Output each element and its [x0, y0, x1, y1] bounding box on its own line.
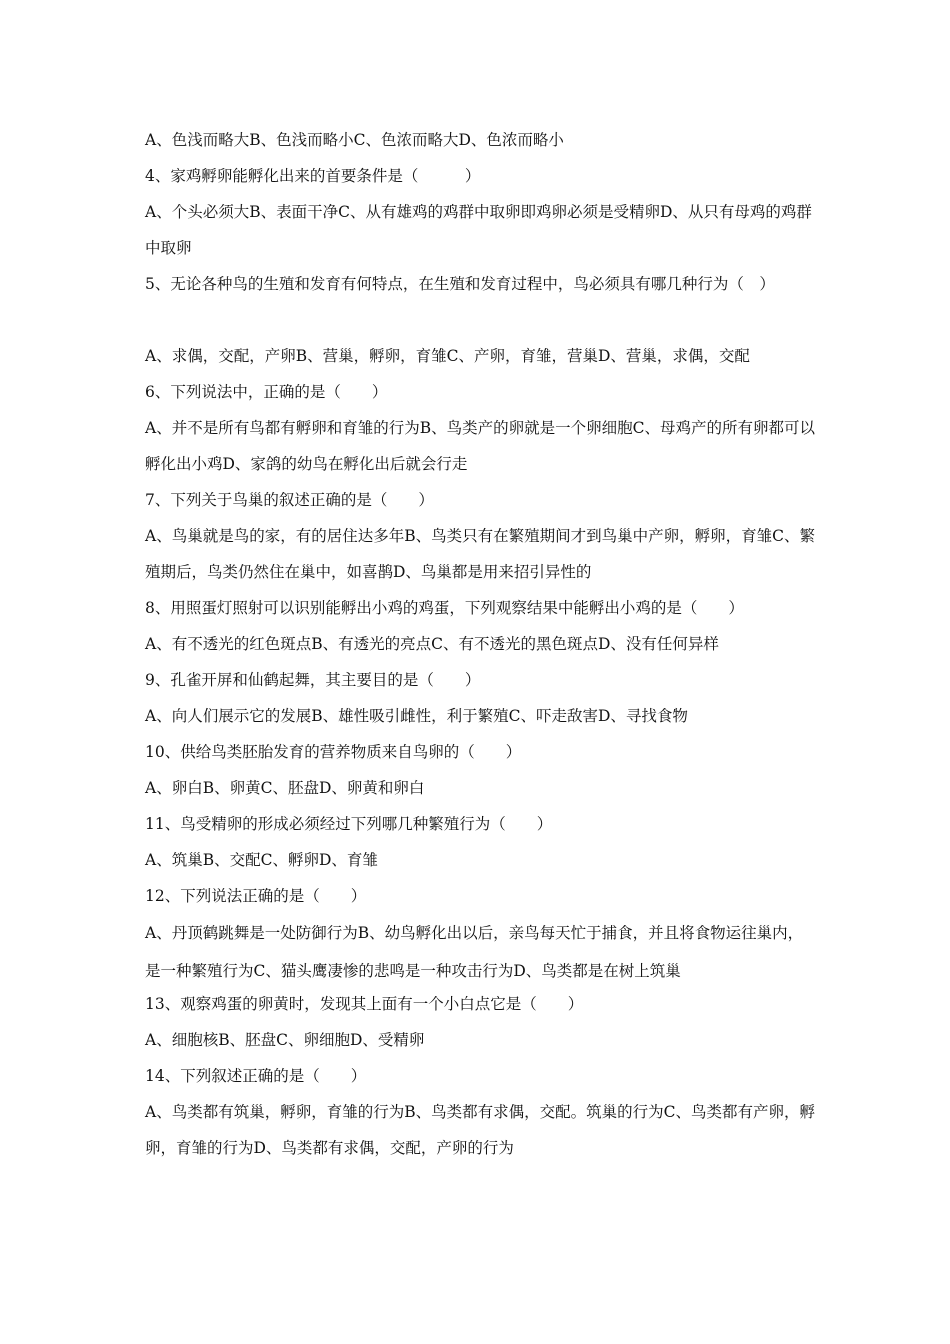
options-q13: A、细胞核B、胚盘C、卵细胞D、受精卵	[145, 1031, 425, 1049]
options-q6: A、并不是所有鸟都有孵卵和育雏的行为B、鸟类产的卵就是一个卵细胞C、母鸡产的所有卵都可以孵化出小鸡D、家鸽的幼鸟在孵化出后就会行走	[145, 419, 815, 473]
question-12: 12、下列说法正确的是（ ）	[145, 887, 367, 905]
question-7: 7、下列关于鸟巢的叙述正确的是（ ）	[145, 491, 434, 509]
options-q14: A、鸟类都有筑巢，孵卵，育雏的行为B、鸟类都有求偶，交配。筑巢的行为C、鸟类都有产卵，孵卵，育雏的行为D、鸟类都有求偶，交配，产卵的行为	[145, 1103, 815, 1157]
options-q7: A、鸟巢就是鸟的家，有的居住达多年B、鸟类只有在繁殖期间才到鸟巢中产卵，孵卵，育雏C、繁殖期后，鸟类仍然住在巢中，如喜鹊D、鸟巢都是用来招引异性的	[145, 527, 815, 581]
question-8: 8、用照蛋灯照射可以识别能孵出小鸡的鸡蛋，下列观察结果中能孵出小鸡的是（ ）	[145, 599, 744, 617]
question-13: 13、观察鸡蛋的卵黄时，发现其上面有一个小白点它是（ ）	[145, 995, 584, 1013]
options-q8: A、有不透光的红色斑点B、有透光的亮点C、有不透光的黑色斑点D、没有任何异样	[145, 635, 719, 653]
options-q9: A、向人们展示它的发展B、雄性吸引雌性，利于繁殖C、吓走敌害D、寻找食物	[145, 707, 688, 725]
question-4: 4、家鸡孵卵能孵化出来的首要条件是（ ）	[145, 167, 481, 185]
options-q4: A、个头必须大B、表面干净C、从有雄鸡的鸡群中取卵即鸡卵必须是受精卵D、从只有母鸡的鸡群中取卵	[145, 203, 812, 257]
options-q12: A、丹顶鹤跳舞是一处防御行为B、幼鸟孵化出以后，亲鸟每天忙于捕食，并且将食物运往巢内，是一种繁殖行为C、猫头鹰凄惨的悲鸣是一种攻击行为D、鸟类都是在树上筑巢	[145, 924, 804, 980]
question-9: 9、孔雀开屏和仙鹤起舞，其主要目的是（ ）	[145, 671, 481, 689]
question-10: 10、供给鸟类胚胎发育的营养物质来自鸟卵的（ ）	[145, 743, 522, 761]
document-body	[145, 122, 815, 1166]
options-q3: A、色浅而略大B、色浅而略小C、色浓而略大D、色浓而略小	[145, 131, 564, 149]
question-11: 11、鸟受精卵的形成必须经过下列哪几种繁殖行为（ ）	[145, 815, 553, 833]
question-14: 14、下列叙述正确的是（ ）	[145, 1067, 367, 1085]
question-6: 6、下列说法中，正确的是（ ）	[145, 383, 388, 401]
question-5: 5、无论各种鸟的生殖和发育有何特点，在生殖和发育过程中，鸟必须具有哪几种行为（ ）	[145, 275, 775, 293]
options-q10: A、卵白B、卵黄C、胚盘D、卵黄和卵白	[145, 779, 425, 797]
options-q11: A、筑巢B、交配C、孵卵D、育雏	[145, 851, 378, 869]
options-q5: A、求偶，交配，产卵B、营巢，孵卵，育雏C、产卵，育雏，营巢D、营巢，求偶，交配	[145, 347, 750, 365]
